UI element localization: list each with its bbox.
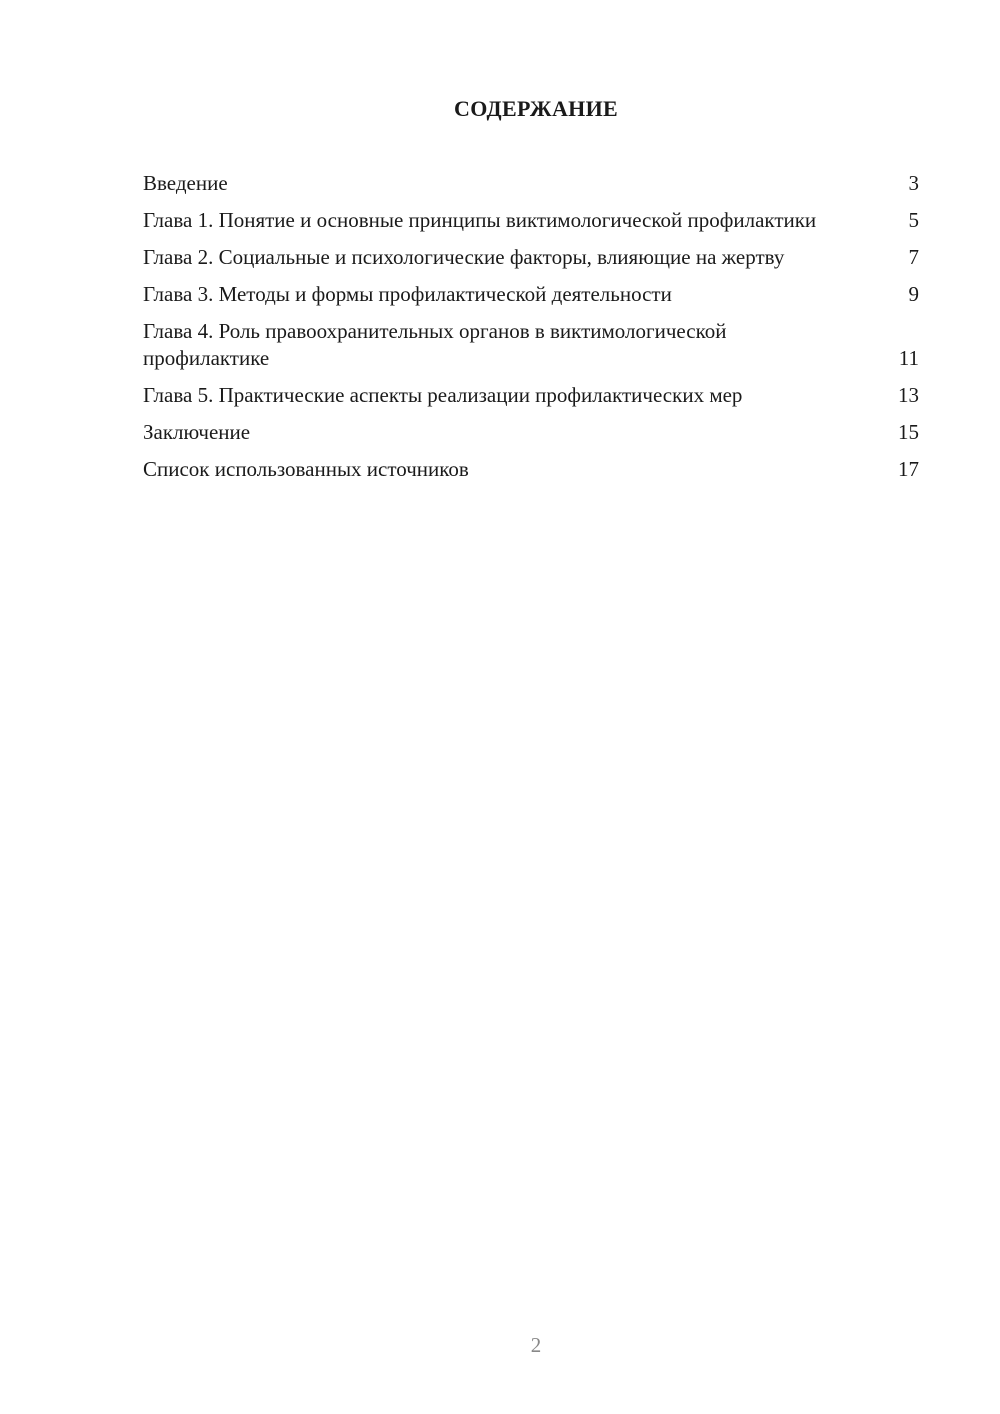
toc-entry-chapter-4[interactable]: [143, 318, 919, 372]
toc-entry-chapter-1[interactable]: [143, 207, 919, 234]
toc-entry-title: Введение: [143, 171, 228, 195]
toc-entry-page: 9: [908, 282, 919, 306]
toc-entry-page: 7: [908, 245, 919, 269]
toc-entry-title: Глава 4. Роль правоохранительных органов в виктимологической профилактике: [143, 319, 727, 370]
toc-entry-page: 5: [908, 208, 919, 232]
toc-entry-page: 17: [898, 457, 919, 481]
toc-entry-title: Глава 1. Понятие и основные принципы виктимологической профилактики: [143, 208, 817, 232]
toc-entry-conclusion[interactable]: [143, 419, 919, 446]
table-of-contents: [143, 170, 919, 493]
toc-entry-title: Список использованных источников: [143, 457, 469, 481]
toc-entry-chapter-5[interactable]: [143, 382, 919, 409]
toc-entry-title: Заключение: [143, 420, 251, 444]
toc-entry-page: 15: [898, 420, 919, 444]
toc-entry-chapter-3[interactable]: [143, 281, 919, 308]
toc-entry-page: 3: [908, 171, 919, 195]
toc-entry-title: Глава 5. Практические аспекты реализации профилактических мер: [143, 383, 743, 407]
toc-entry-references[interactable]: [143, 456, 919, 483]
toc-entry-page: 13: [898, 383, 919, 407]
page-number: 2: [530, 1333, 542, 1357]
toc-entry-page: 11: [898, 346, 919, 370]
toc-entry-title: Глава 2. Социальные и психологические факторы, влияющие на жертву: [143, 245, 785, 269]
toc-entry-introduction[interactable]: [143, 170, 919, 197]
toc-entry-title: Глава 3. Методы и формы профилактической деятельности: [143, 282, 672, 306]
page-title: СОДЕРЖАНИЕ: [454, 96, 618, 121]
toc-entry-chapter-2[interactable]: [143, 244, 919, 271]
